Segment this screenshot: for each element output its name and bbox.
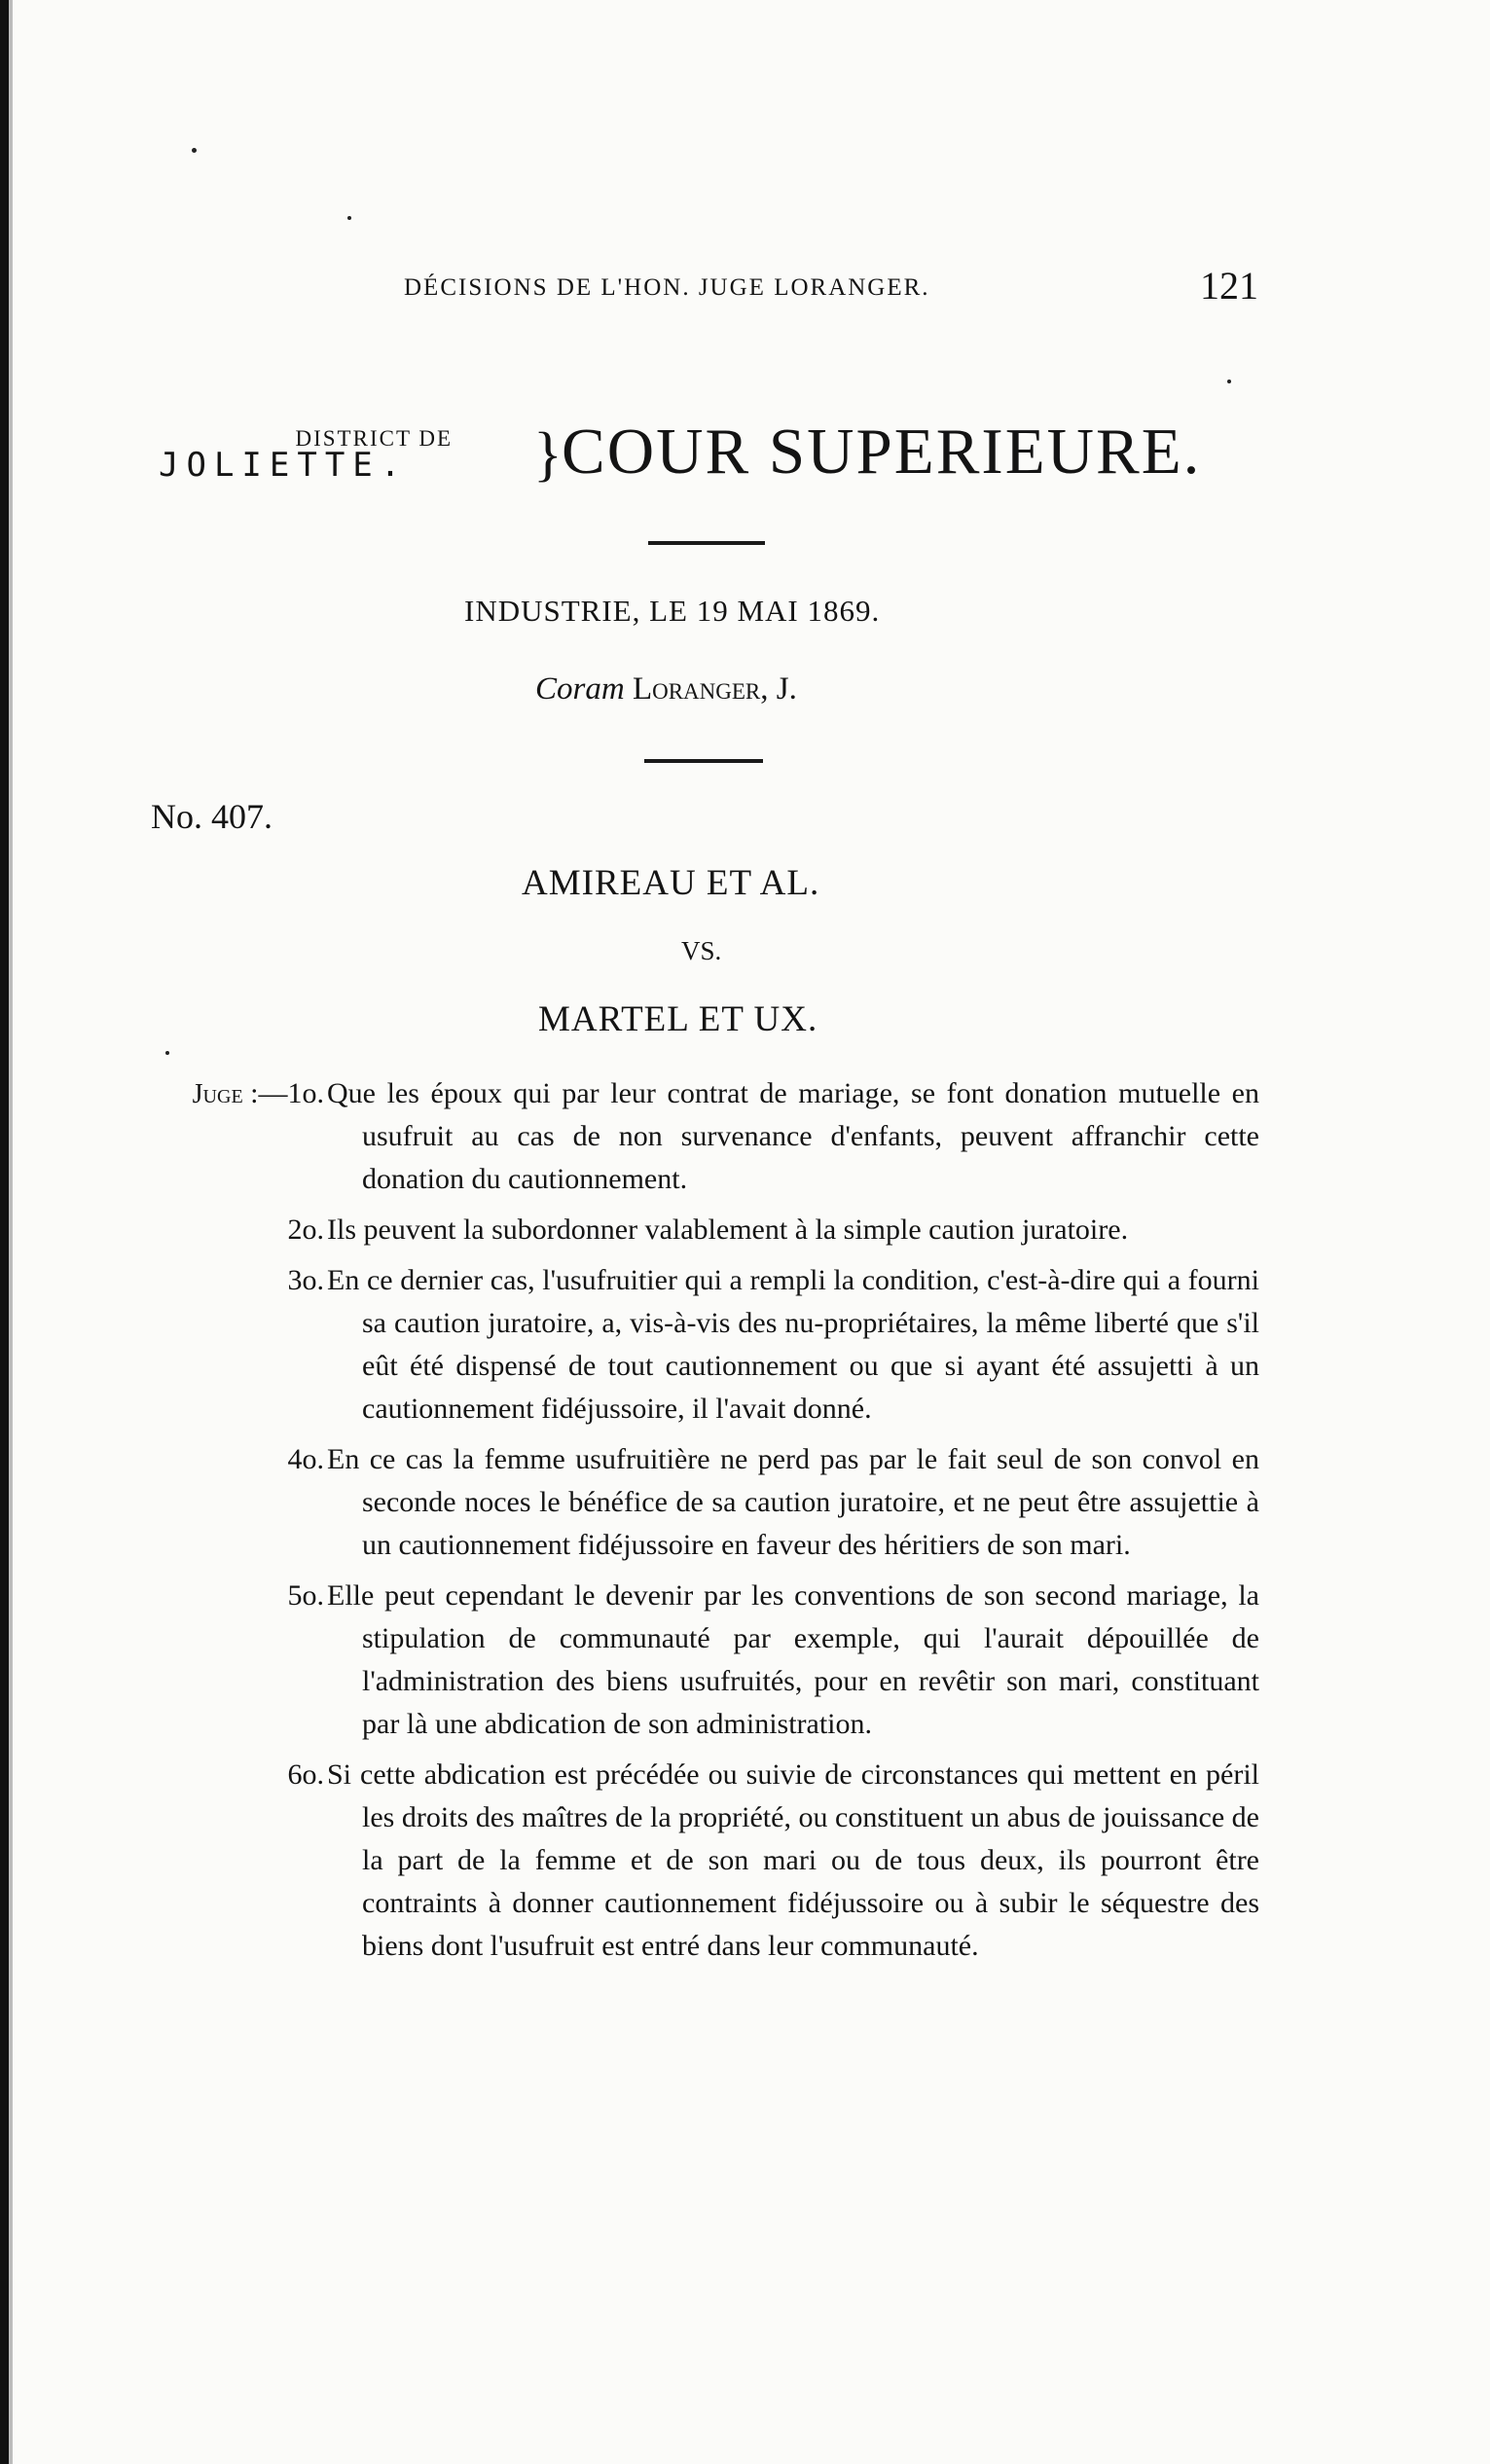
coram-line [535, 671, 797, 707]
versus-label: VS. [681, 936, 722, 965]
judge-name: Loranger [632, 671, 761, 707]
coram-word: Coram [535, 671, 625, 707]
juge-separator: :— [242, 1077, 288, 1109]
holding-number: 4o. [287, 1443, 324, 1475]
holding-text: Que les époux qui par leur contrat de mariage, se font donation mutuelle en usufruit au cas de non survenance d'enfants, peuvent affranchir cette donation du cautionnement. [327, 1077, 1259, 1195]
print-speck [1227, 380, 1231, 383]
running-head: DÉCISIONS DE L'HON. JUGE LORANGER. [404, 274, 930, 301]
holding-text: Elle peut cependant le devenir par les conventions de son second mariage, la stipulation de communauté par exemple, qui l'aurait dépouillée de l'administration des biens usufruités, pour en revêtir son mari, constituant par là une abdication de son administration. [327, 1579, 1259, 1740]
holding-item [0, 1259, 1490, 1431]
date-place-line: INDUSTRIE, LE 19 MAI 1869. [464, 594, 881, 628]
holding-number: 5o. [287, 1579, 324, 1612]
holding-number: 6o. [287, 1758, 324, 1791]
district-label: DISTRICT DE [295, 426, 453, 451]
holding-text: Si cette abdication est précédée ou suivie de circonstances qui mettent en péril les droits des maîtres de la propriété, ou constituent un abus de jouissance de la part de la femme et de son mari ou de tous deux, ils pourront être contraints à donner cautionnement fidéjussoire ou à subir le séquestre des biens dont l'usufruit est entré dans leur communauté. [327, 1758, 1259, 1962]
divider-rule [648, 541, 765, 545]
holding-item [0, 1575, 1490, 1746]
holding-text: En ce cas la femme usufruitière ne perd pas par le fait seul de son convol en seconde noces le bénéfice de sa caution juratoire, et ne peut être assujettie à un cautionnement fidéjussoire en faveur des héritiers de son mari. [327, 1443, 1259, 1561]
holding-item [0, 1209, 1490, 1251]
district-name: JOLIETTE. [159, 446, 409, 485]
juge-label: Juge [192, 1079, 243, 1109]
holding-number: 2o. [287, 1214, 324, 1246]
holdings-list [0, 1072, 1490, 1968]
brace-glyph: } [533, 421, 563, 488]
holding-number: 3o. [287, 1264, 324, 1296]
district-block [159, 426, 521, 485]
page-number: 121 [1200, 264, 1258, 308]
case-number: No. 407. [151, 797, 273, 836]
defendant-name: MARTEL ET UX. [538, 999, 818, 1039]
holding-item [0, 1438, 1490, 1567]
plaintiff-name: AMIREAU ET AL. [522, 863, 820, 903]
print-speck [192, 148, 197, 153]
print-speck [165, 1051, 169, 1055]
holding-text: En ce dernier cas, l'usufruitier qui a rempli la condition, c'est-à-dire qui a fourni sa caution juratoire, a, vis-à-vis des nu-propriétaires, la même liberté que s'il eût été dispensé de tout cautionnement ou que si ayant été assujetti à un cautionnement fidéjussoire, il l'avait donné. [327, 1264, 1259, 1425]
holding-label [0, 1072, 324, 1116]
print-speck [347, 216, 351, 220]
holding-text: Ils peuvent la subordonner valablement à la simple caution juratoire. [327, 1214, 1129, 1246]
coram-suffix: , J. [760, 671, 797, 707]
holding-item [0, 1754, 1490, 1968]
divider-rule [644, 759, 763, 763]
holding-item [0, 1072, 1490, 1201]
holding-number: 1o. [287, 1077, 324, 1109]
court-title: COUR SUPERIEURE. [562, 416, 1202, 488]
